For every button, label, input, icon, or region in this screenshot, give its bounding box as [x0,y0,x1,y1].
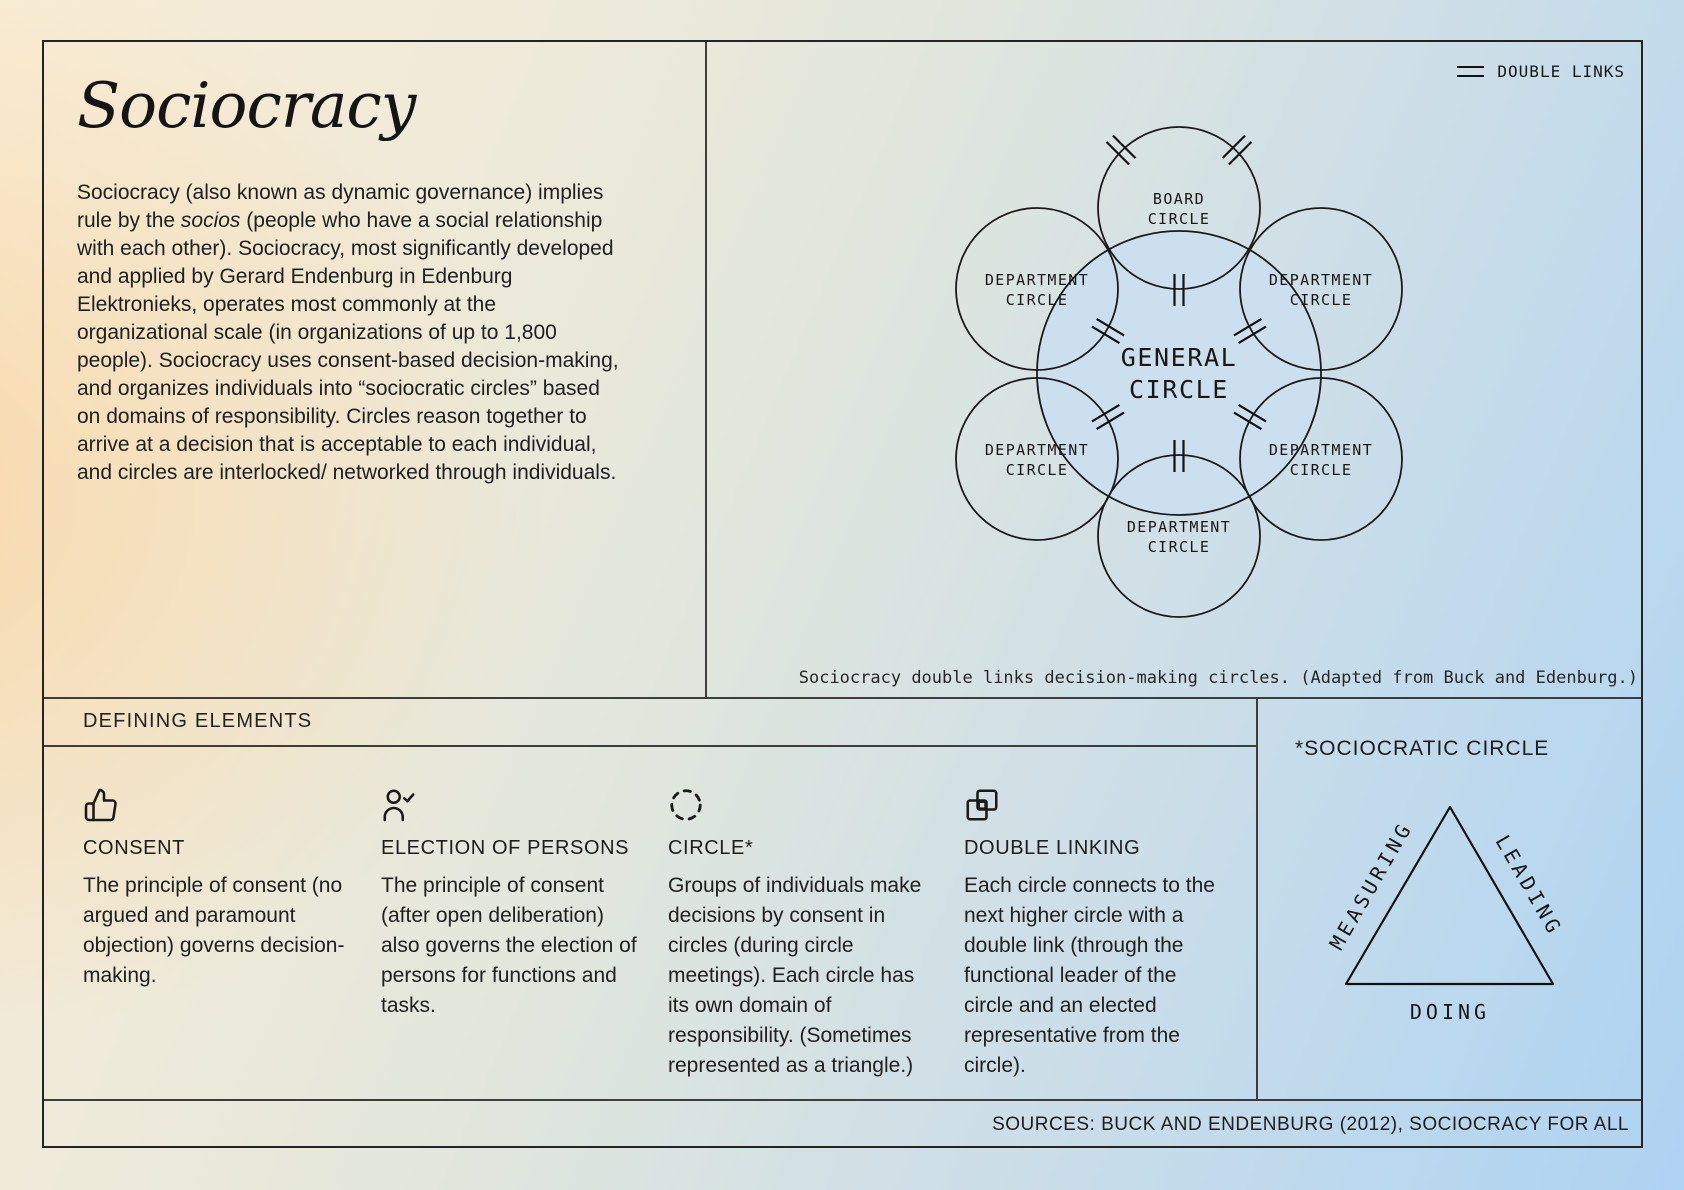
dept-bottom-label-line1: DEPARTMENT [1126,518,1232,536]
element-title: DOUBLE LINKING [964,837,1141,859]
diagram-panel [705,42,1645,697]
element-title: CONSENT [83,837,185,859]
element-column-circle [668,787,932,1081]
divider-vertical-left-panel [705,42,707,697]
dept-lr-label-line1: DEPARTMENT [1268,441,1374,459]
circles-diagram [705,42,1645,697]
dept-lr-label-line2: CIRCLE [1289,461,1353,479]
element-body: Groups of individuals make decisions by consent in circles (during circle meetings). Each circle has its own domain of responsibility. (Sometimes represented as a triangle.) [668,874,922,1077]
dept-bottom-label-line2: CIRCLE [1147,538,1211,556]
general-circle-label-line2: CIRCLE [1129,375,1229,404]
defining-elements-header: DEFINING ELEMENTS [83,709,313,732]
element-column-consent [83,787,347,991]
element-title: CIRCLE* [668,837,754,859]
intro-text-post: (people who have a social relationship with each other). Sociocracy, most significantly developed and applied by Gerard Endenburg in Edenburg Elektronieks, operates most commonly at the organizational scale (in organizations of up to 1,800 people). Sociocracy uses consent-based decision-making, and organizes individuals into “sociocratic circles” based on domains of responsibility. Circles reason together to arrive at a decision that is acceptable to each individual, and circles are interlocked/ networked through individuals. [77,209,619,484]
intro-text-pre: Sociocracy (also known as dynamic governance) implies rule by the [77,181,604,232]
dept-ul-label-line2: CIRCLE [1005,291,1069,309]
dashed-circle-icon [668,787,932,823]
element-body: The principle of consent (no argued and paramount objection) governs decision-making. [83,874,345,987]
sources-text: SOURCES: BUCK AND ENDENBURG (2012), SOCIOCRACY FOR ALL [992,1113,1629,1135]
double-links-icon [1457,66,1484,77]
triangle-label-measuring: MEASURING [1324,816,1418,955]
element-column-double-linking [964,787,1228,1081]
double-links-legend [1457,62,1625,81]
page-title: Sociocracy [77,69,416,142]
dept-ur-label-line2: CIRCLE [1289,291,1353,309]
double-link-mark [1223,136,1252,165]
board-circle-label-line2: CIRCLE [1147,210,1211,228]
dept-ll-label-line1: DEPARTMENT [984,441,1090,459]
element-title: ELECTION OF PERSONS [381,837,630,859]
double-link-mark [1107,136,1136,165]
divider-horizontal-defining-header [44,745,1256,747]
triangle-label-doing: DOING [1409,1000,1491,1024]
person-check-icon [381,787,645,823]
element-column-election [381,787,645,1021]
sociocratic-triangle [1256,697,1645,1099]
dept-ul-label-line1: DEPARTMENT [984,271,1090,289]
left-panel [44,42,705,697]
board-circle-label-line1: BOARD [1152,190,1206,208]
thumbs-up-icon [83,787,347,823]
double-linking-icon [964,787,1228,823]
element-body: Each circle connects to the next higher circle with a double link (through the functional leader of the circle and an elected representative from the circle). [964,874,1215,1077]
intro-paragraph [77,179,629,487]
footer [44,1099,1645,1150]
triangle-label-leading: LEADING [1490,830,1568,941]
element-body: The principle of consent (after open deliberation) also governs the election of persons for functions and tasks. [381,874,637,1017]
dept-ur-label-line1: DEPARTMENT [1268,271,1374,289]
legend-label: DOUBLE LINKS [1497,62,1625,81]
intro-text-italic: socios [180,209,241,232]
dept-ll-label-line2: CIRCLE [1005,461,1069,479]
info-card [42,40,1643,1148]
general-circle-label-line1: GENERAL [1120,343,1238,372]
diagram-caption: Sociocracy double links decision-making circles. (Adapted from Buck and Edenburg.) [798,668,1638,688]
sociocratic-header: *SOCIOCRATIC CIRCLE [1295,737,1550,760]
